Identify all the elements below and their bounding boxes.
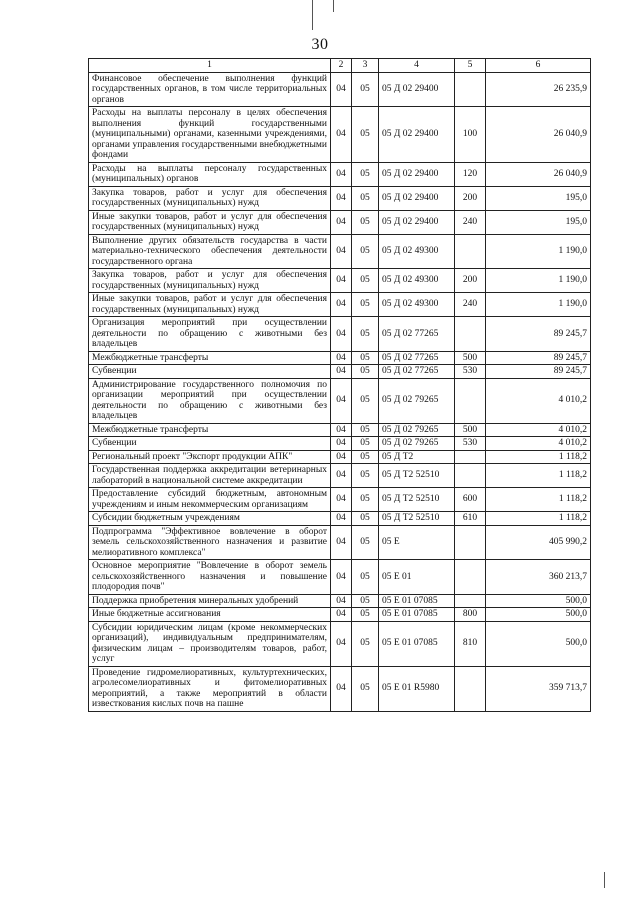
row-subsection-cell: 05 [352,378,379,423]
row-subsection-cell: 05 [352,293,379,317]
row-expense-type-cell: 610 [455,512,486,526]
table-row [89,488,591,512]
row-subsection-cell: 05 [352,269,379,293]
row-target-article-cell: 05 Д 02 29400 [379,72,455,107]
row-name-cell: Администрирование государственного полномочия по организации мероприятий при осуществлении деятельности по обращению с животными без владельцев [89,378,331,423]
row-subsection-cell: 05 [352,621,379,666]
row-amount-cell: 195,0 [486,186,591,210]
table-row [89,621,591,666]
table-row [89,351,591,365]
row-amount-cell: 500,0 [486,621,591,666]
row-expense-type-cell: 240 [455,210,486,234]
row-target-article-cell: 05 Е [379,525,455,560]
row-expense-type-cell: 810 [455,621,486,666]
scan-mark-top-right [333,0,334,12]
row-subsection-cell: 05 [352,234,379,269]
row-amount-cell: 1 190,0 [486,293,591,317]
row-section-cell: 04 [331,594,352,608]
table-row [89,594,591,608]
row-target-article-cell: 05 Д 02 77265 [379,317,455,352]
row-amount-cell: 1 118,2 [486,512,591,526]
row-subsection-cell: 05 [352,107,379,163]
row-name-cell: Иные закупки товаров, работ и услуг для обеспечения государственных (муниципальных) нужд [89,293,331,317]
row-section-cell: 04 [331,317,352,352]
row-name-cell: Организация мероприятий при осуществлении деятельности по обращению с животными без владельцев [89,317,331,352]
row-name-cell: Субвенции [89,437,331,451]
row-subsection-cell: 05 [352,351,379,365]
row-subsection-cell: 05 [352,423,379,437]
row-target-article-cell: 05 Д 02 29400 [379,107,455,163]
row-section-cell: 04 [331,525,352,560]
row-target-article-cell: 05 Д Т2 52510 [379,488,455,512]
row-section-cell: 04 [331,186,352,210]
table-row [89,234,591,269]
row-target-article-cell: 05 Д Т2 52510 [379,464,455,488]
scan-mark-top [312,0,313,30]
row-name-cell: Межбюджетные трансферты [89,423,331,437]
row-section-cell: 04 [331,351,352,365]
row-name-cell: Расходы на выплаты персоналу государственных (муниципальных) органов [89,162,331,186]
table-header-row [89,59,591,73]
row-target-article-cell: 05 Д 02 79265 [379,437,455,451]
column-header: 2 [331,59,352,73]
row-subsection-cell: 05 [352,365,379,379]
row-name-cell: Закупка товаров, работ и услуг для обеспечения государственных (муниципальных) нужд [89,269,331,293]
row-expense-type-cell [455,72,486,107]
row-name-cell: Региональный проект "Экспорт продукции АПК" [89,450,331,464]
row-target-article-cell: 05 Д 02 29400 [379,210,455,234]
row-section-cell: 04 [331,423,352,437]
row-name-cell: Субвенции [89,365,331,379]
row-target-article-cell: 05 Д 02 29400 [379,162,455,186]
row-amount-cell: 1 118,2 [486,464,591,488]
row-target-article-cell: 05 Д Т2 52510 [379,512,455,526]
row-expense-type-cell [455,234,486,269]
row-amount-cell: 359 713,7 [486,666,591,711]
row-section-cell: 04 [331,107,352,163]
row-name-cell: Расходы на выплаты персоналу в целях обеспечения выполнения функций государственными (муниципальными) органами, казенными учреждениями, органами управления государственными внебюджетными фондами [89,107,331,163]
row-subsection-cell: 05 [352,437,379,451]
row-amount-cell: 405 990,2 [486,525,591,560]
row-expense-type-cell [455,378,486,423]
row-amount-cell: 360 213,7 [486,560,591,595]
row-name-cell: Субсидии бюджетным учреждениям [89,512,331,526]
row-amount-cell: 89 245,7 [486,317,591,352]
row-section-cell: 04 [331,608,352,622]
row-target-article-cell: 05 Д 02 77265 [379,365,455,379]
row-expense-type-cell: 100 [455,107,486,163]
row-expense-type-cell: 800 [455,608,486,622]
row-target-article-cell: 05 Д 02 49300 [379,269,455,293]
table-row [89,525,591,560]
row-target-article-cell: 05 Д 02 49300 [379,234,455,269]
row-expense-type-cell [455,317,486,352]
table-row [89,293,591,317]
row-expense-type-cell: 240 [455,293,486,317]
row-expense-type-cell [455,560,486,595]
row-subsection-cell: 05 [352,317,379,352]
table-row [89,512,591,526]
row-target-article-cell: 05 Д 02 79265 [379,423,455,437]
row-amount-cell: 1 118,2 [486,450,591,464]
row-amount-cell: 26 235,9 [486,72,591,107]
row-section-cell: 04 [331,621,352,666]
row-subsection-cell: 05 [352,210,379,234]
table-row [89,365,591,379]
row-expense-type-cell: 200 [455,269,486,293]
table-row [89,72,591,107]
row-section-cell: 04 [331,464,352,488]
row-section-cell: 04 [331,234,352,269]
table-row [89,437,591,451]
row-amount-cell: 195,0 [486,210,591,234]
row-target-article-cell: 05 Д Т2 [379,450,455,464]
row-name-cell: Проведение гидромелиоративных, культуртехнических, агролесомелиоративных и фитомелиоративных мероприятий, а также мероприятий в области известкования кислых почв на пашне [89,666,331,711]
row-expense-type-cell [455,525,486,560]
row-subsection-cell: 05 [352,186,379,210]
table-row [89,450,591,464]
table-row [89,210,591,234]
row-expense-type-cell [455,666,486,711]
row-target-article-cell: 05 Д 02 29400 [379,186,455,210]
row-expense-type-cell: 530 [455,437,486,451]
row-subsection-cell: 05 [352,162,379,186]
row-section-cell: 04 [331,437,352,451]
table-row [89,378,591,423]
row-amount-cell: 500,0 [486,608,591,622]
row-name-cell: Выполнение других обязательств государства в части материально-технического обеспечения деятельности государственного органа [89,234,331,269]
row-target-article-cell: 05 Д 02 79265 [379,378,455,423]
row-amount-cell: 4 010,2 [486,437,591,451]
row-name-cell: Государственная поддержка аккредитации ветеринарных лабораторий в национальной системе аккредитации [89,464,331,488]
row-expense-type-cell [455,464,486,488]
row-section-cell: 04 [331,488,352,512]
row-subsection-cell: 05 [352,560,379,595]
row-name-cell: Подпрограмма "Эффективное вовлечение в оборот земель сельскохозяйственного назначения и развитие мелиоративного комплекса" [89,525,331,560]
row-subsection-cell: 05 [352,594,379,608]
row-section-cell: 04 [331,293,352,317]
column-header: 5 [455,59,486,73]
column-header: 3 [352,59,379,73]
row-target-article-cell: 05 Е 01 07085 [379,608,455,622]
row-subsection-cell: 05 [352,450,379,464]
table-row [89,464,591,488]
table-row [89,107,591,163]
row-target-article-cell: 05 Е 01 [379,560,455,595]
table-row [89,423,591,437]
row-expense-type-cell [455,594,486,608]
row-expense-type-cell: 530 [455,365,486,379]
row-section-cell: 04 [331,378,352,423]
scan-mark-right [604,872,605,888]
row-expense-type-cell: 500 [455,423,486,437]
row-subsection-cell: 05 [352,512,379,526]
row-section-cell: 04 [331,512,352,526]
row-subsection-cell: 05 [352,72,379,107]
row-subsection-cell: 05 [352,525,379,560]
row-expense-type-cell [455,450,486,464]
row-name-cell: Субсидии юридическим лицам (кроме некоммерческих организаций), индивидуальным предпринимателям, физическим лицам – производителям товаров, работ, услуг [89,621,331,666]
table-row [89,269,591,293]
table-row [89,186,591,210]
row-amount-cell: 1 190,0 [486,269,591,293]
row-target-article-cell: 05 Е 01 R5980 [379,666,455,711]
row-section-cell: 04 [331,666,352,711]
column-header: 6 [486,59,591,73]
table-row [89,560,591,595]
row-target-article-cell: 05 Д 02 77265 [379,351,455,365]
row-amount-cell: 4 010,2 [486,378,591,423]
row-expense-type-cell: 200 [455,186,486,210]
column-header: 1 [89,59,331,73]
row-amount-cell: 1 118,2 [486,488,591,512]
row-section-cell: 04 [331,269,352,293]
row-amount-cell: 26 040,9 [486,107,591,163]
row-amount-cell: 1 190,0 [486,234,591,269]
row-amount-cell: 89 245,7 [486,365,591,379]
row-subsection-cell: 05 [352,666,379,711]
page-number: 30 [311,36,329,53]
row-subsection-cell: 05 [352,488,379,512]
row-name-cell: Закупка товаров, работ и услуг для обеспечения государственных (муниципальных) нужд [89,186,331,210]
row-target-article-cell: 05 Д 02 49300 [379,293,455,317]
row-name-cell: Поддержка приобретения минеральных удобрений [89,594,331,608]
row-target-article-cell: 05 Е 01 07085 [379,621,455,666]
row-section-cell: 04 [331,162,352,186]
table-row [89,666,591,711]
row-section-cell: 04 [331,210,352,234]
row-amount-cell: 89 245,7 [486,351,591,365]
row-expense-type-cell: 600 [455,488,486,512]
row-name-cell: Основное мероприятие "Вовлечение в оборот земель сельскохозяйственного назначения и повышение плодородия почв" [89,560,331,595]
row-name-cell: Финансовое обеспечение выполнения функций государственных органов, в том числе территориальных органов [89,72,331,107]
table-row [89,317,591,352]
row-target-article-cell: 05 Е 01 07085 [379,594,455,608]
column-header: 4 [379,59,455,73]
budget-table [88,58,591,712]
row-section-cell: 04 [331,365,352,379]
row-name-cell: Иные бюджетные ассигнования [89,608,331,622]
row-expense-type-cell: 120 [455,162,486,186]
row-section-cell: 04 [331,450,352,464]
row-subsection-cell: 05 [352,464,379,488]
table-row [89,608,591,622]
row-name-cell: Иные закупки товаров, работ и услуг для обеспечения государственных (муниципальных) нужд [89,210,331,234]
row-amount-cell: 4 010,2 [486,423,591,437]
row-subsection-cell: 05 [352,608,379,622]
row-name-cell: Предоставление субсидий бюджетным, автономным учреждениям и иным некоммерческим организациям [89,488,331,512]
row-amount-cell: 500,0 [486,594,591,608]
row-amount-cell: 26 040,9 [486,162,591,186]
row-section-cell: 04 [331,72,352,107]
table-row [89,162,591,186]
row-name-cell: Межбюджетные трансферты [89,351,331,365]
row-section-cell: 04 [331,560,352,595]
row-expense-type-cell: 500 [455,351,486,365]
